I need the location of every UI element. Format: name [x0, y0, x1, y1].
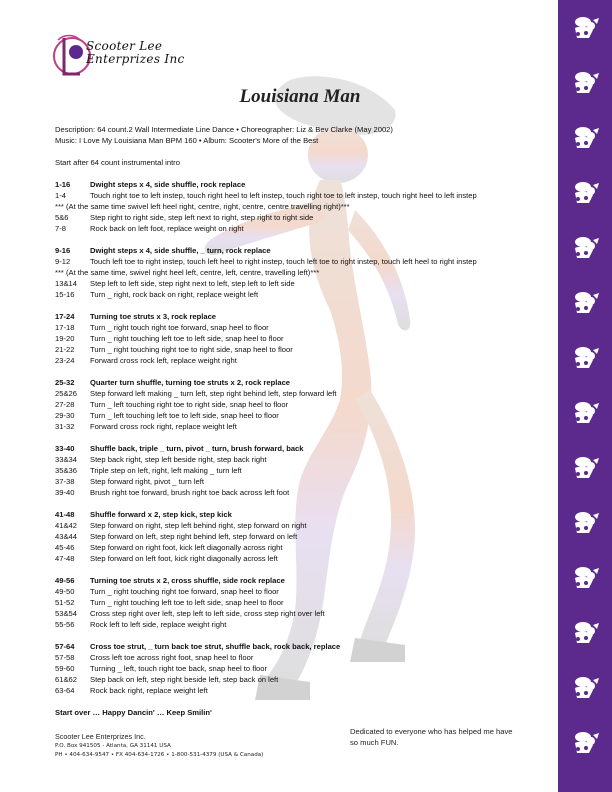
step-counts: 45-46 [55, 543, 75, 552]
step-row [55, 685, 555, 696]
logo-line-2: Enterprizes Inc [86, 52, 185, 66]
step-text: Rock left to left side, replace weight right [90, 620, 227, 629]
step-counts: 29-30 [55, 411, 75, 420]
step-row [55, 619, 555, 630]
step-row [55, 410, 555, 421]
step-sheet-content [55, 124, 555, 718]
step-counts: 37-38 [55, 477, 75, 486]
step-row [55, 333, 555, 344]
step-text: Step forward right, pivot _ turn left [90, 477, 204, 486]
step-counts: 25&26 [55, 389, 77, 398]
step-row [55, 652, 555, 663]
step-counts: 27-28 [55, 400, 75, 409]
step-text: Turn _ right touching left toe to left side, snap heel to floor [90, 334, 284, 343]
section-counts: 41-48 [55, 510, 75, 519]
step-section [55, 377, 555, 432]
step-section [55, 575, 555, 630]
step-text: Forward cross rock left, replace weight right [90, 356, 237, 365]
dancer-emblem-icon [569, 344, 601, 372]
step-row [55, 355, 555, 366]
step-note: *** (At the same time, swivel right heel left, centre, left, centre, travelling left)*** [55, 268, 320, 277]
step-counts: 19-20 [55, 334, 75, 343]
section-counts: 33-40 [55, 444, 75, 453]
step-text: Turn _ right touching right toe to right side, snap heel to floor [90, 345, 293, 354]
section-counts: 25-32 [55, 378, 75, 387]
section-heading [55, 179, 555, 190]
section-counts: 57-64 [55, 642, 75, 651]
step-text: Step forward on left foot, kick right diagonally across left [90, 554, 278, 563]
step-text: Turning _ left, touch right toe back, snap heel to floor [90, 664, 268, 673]
dancer-emblem-icon [569, 14, 601, 42]
step-counts: 15-16 [55, 290, 75, 299]
step-counts: 9-12 [55, 257, 71, 266]
section-title: Quarter turn shuffle, turning toe struts x 2, rock replace [90, 378, 291, 387]
step-row [55, 399, 555, 410]
step-row [55, 663, 555, 674]
step-text: Step forward on right, step left behind right, step forward on right [90, 521, 307, 530]
dancer-emblem-icon [569, 234, 601, 262]
step-counts: 13&14 [55, 279, 77, 288]
step-row [55, 487, 555, 498]
dancer-emblem-icon [569, 564, 601, 592]
step-section [55, 641, 555, 696]
step-section [55, 245, 555, 300]
step-row [55, 212, 555, 223]
section-heading [55, 509, 555, 520]
dancer-emblem-icon [569, 729, 601, 757]
step-text: Triple step on left, right, left making _ turn left [90, 466, 242, 475]
step-row [55, 388, 555, 399]
footer-contact [55, 732, 263, 759]
section-heading [55, 575, 555, 586]
section-heading [55, 311, 555, 322]
step-counts: 43&44 [55, 532, 77, 541]
step-text: Rock back right, replace weight left [90, 686, 208, 695]
step-row [55, 476, 555, 487]
step-counts: 47-48 [55, 554, 75, 563]
step-sections [55, 179, 555, 696]
section-title: Shuffle back, triple _ turn, pivot _ turn, brush forward, back [90, 444, 304, 453]
step-text: Turn _ left touching right toe to right side, snap heel to floor [90, 400, 289, 409]
step-row [55, 674, 555, 685]
step-row [55, 421, 555, 432]
section-counts: 49-56 [55, 576, 75, 585]
step-section [55, 443, 555, 498]
section-heading [55, 245, 555, 256]
dancer-emblem-icon [569, 509, 601, 537]
section-counts: 9-16 [55, 246, 71, 255]
dancer-emblem-icon [569, 674, 601, 702]
step-counts: 5&6 [55, 213, 69, 222]
step-text: Step back right, step left beside right, step back right [90, 455, 267, 464]
step-text: Cross step right over left, step left to left side, cross step right over left [90, 609, 325, 618]
step-text: Step back on left, step right beside left, step back on left [90, 675, 279, 684]
step-counts: 61&62 [55, 675, 77, 684]
step-counts: 49-50 [55, 587, 75, 596]
step-counts: 31-32 [55, 422, 75, 431]
step-counts: 55-56 [55, 620, 75, 629]
step-row [55, 542, 555, 553]
section-heading [55, 377, 555, 388]
step-text: Brush right toe forward, brush right toe back across left foot [90, 488, 290, 497]
step-text: Touch right toe to left instep, touch right heel to left instep, touch right toe to left instep, touch right heel to left instep [90, 191, 477, 200]
step-row [55, 322, 555, 333]
step-row [55, 553, 555, 564]
step-row [55, 256, 555, 267]
dancer-emblem-icon [569, 454, 601, 482]
step-row [55, 223, 555, 234]
step-counts: 57-58 [55, 653, 75, 662]
dancer-emblem-icon [569, 124, 601, 152]
step-counts: 23-24 [55, 356, 75, 365]
description-line: Description: 64 count.2 Wall Intermediate Line Dance • Choreographer: Liz & Bev Clarke (May 2002) [55, 125, 393, 134]
step-text: Turn _ right touch right toe forward, snap heel to floor [90, 323, 269, 332]
step-counts: 1-4 [55, 191, 66, 200]
footer-company: Scooter Lee Enterprizes Inc. [55, 732, 146, 741]
step-row [55, 289, 555, 300]
footer-phone: PH • 404-634-9547 • FX 404-634-1726 • 1-800-531-4379 (USA & Canada) [55, 751, 264, 758]
step-row [55, 586, 555, 597]
step-row [55, 454, 555, 465]
intro-line: Start after 64 count instrumental intro [55, 158, 180, 167]
dancer-emblem-icon [569, 399, 601, 427]
step-row [55, 597, 555, 608]
step-counts: 41&42 [55, 521, 77, 530]
section-title: Turning toe struts x 3, rock replace [90, 312, 217, 321]
dancer-emblem-icon [569, 619, 601, 647]
step-text: Step right to right side, step left next to right, step right to right side [90, 213, 314, 222]
step-row [55, 465, 555, 476]
step-section [55, 509, 555, 564]
step-counts: 33&34 [55, 455, 77, 464]
step-counts: 63-64 [55, 686, 75, 695]
section-title: Shuffle forward x 2, step kick, step kick [90, 510, 232, 519]
step-row [55, 344, 555, 355]
step-text: Touch left toe to right instep, touch left heel to right instep, touch left toe to right instep, touch left heel to right instep [90, 257, 477, 266]
closing-line: Start over … Happy Dancin' … Keep Smilin' [55, 708, 212, 717]
step-text: Step forward on right foot, kick left diagonally across right [90, 543, 283, 552]
step-note: *** (At the same time swivel left heel right, centre, right, centre, centre travelling right)*** [55, 202, 350, 211]
step-row [55, 531, 555, 542]
section-title: Dwight steps x 4, side shuffle, rock replace [90, 180, 246, 189]
step-counts: 21-22 [55, 345, 75, 354]
step-text: Turn _ right touching right toe forward, snap heel to floor [90, 587, 279, 596]
section-heading [55, 443, 555, 454]
step-counts: 7-8 [55, 224, 66, 233]
step-text: Forward cross rock right, replace weight left [90, 422, 237, 431]
section-title: Turning toe struts x 2, cross shuffle, side rock replace [90, 576, 285, 585]
footer-address: P.O. Box 941505 - Atlanta, GA 31141 USA [55, 743, 171, 749]
section-heading [55, 641, 555, 652]
logo-line-1: Scooter Lee [86, 39, 163, 53]
step-text: Step forward on left, step right behind left, step forward on left [90, 532, 298, 541]
section-title: Cross toe strut, _ turn back toe strut, shuffle back, rock back, replace [90, 642, 341, 651]
step-counts: 59-60 [55, 664, 75, 673]
step-text: Turn _ right touching left toe to left side, snap heel to floor [90, 598, 284, 607]
dance-title: Louisiana Man [239, 86, 361, 107]
step-text: Step left to left side, step right next to left, step left to left side [90, 279, 295, 288]
step-counts: 53&54 [55, 609, 77, 618]
step-text: Cross left toe across right foot, snap heel to floor [90, 653, 254, 662]
step-counts: 17-18 [55, 323, 75, 332]
logo-text [86, 40, 185, 66]
footer-dedication: Dedicated to everyone who has helped me have so much FUN. [350, 727, 513, 747]
step-counts: 39-40 [55, 488, 75, 497]
decorative-sidebar [558, 0, 612, 792]
step-text: Turn _ left touching left toe to left side, snap heel to floor [90, 411, 279, 420]
section-title: Dwight steps x 4, side shuffle, _ turn, rock replace [90, 246, 271, 255]
dancer-emblem-icon [569, 69, 601, 97]
step-counts: 51-52 [55, 598, 75, 607]
step-counts: 35&36 [55, 466, 77, 475]
step-text: Step forward left making _ turn left, step right behind left, step forward left [90, 389, 337, 398]
section-counts: 17-24 [55, 312, 75, 321]
music-line: Music: I Love My Louisiana Man BPM 160 • Album: Scooter's More of the Best [55, 136, 319, 145]
section-counts: 1-16 [55, 180, 71, 189]
step-row [55, 520, 555, 531]
step-text: Turn _ right, rock back on right, replace weight left [90, 290, 259, 299]
step-section [55, 179, 555, 234]
step-text: Rock back on left foot, replace weight on right [90, 224, 244, 233]
step-section [55, 311, 555, 366]
step-row [55, 190, 555, 201]
dancer-emblem-icon [569, 179, 601, 207]
step-row [55, 608, 555, 619]
dancer-emblem-icon [569, 289, 601, 317]
step-row [55, 278, 555, 289]
